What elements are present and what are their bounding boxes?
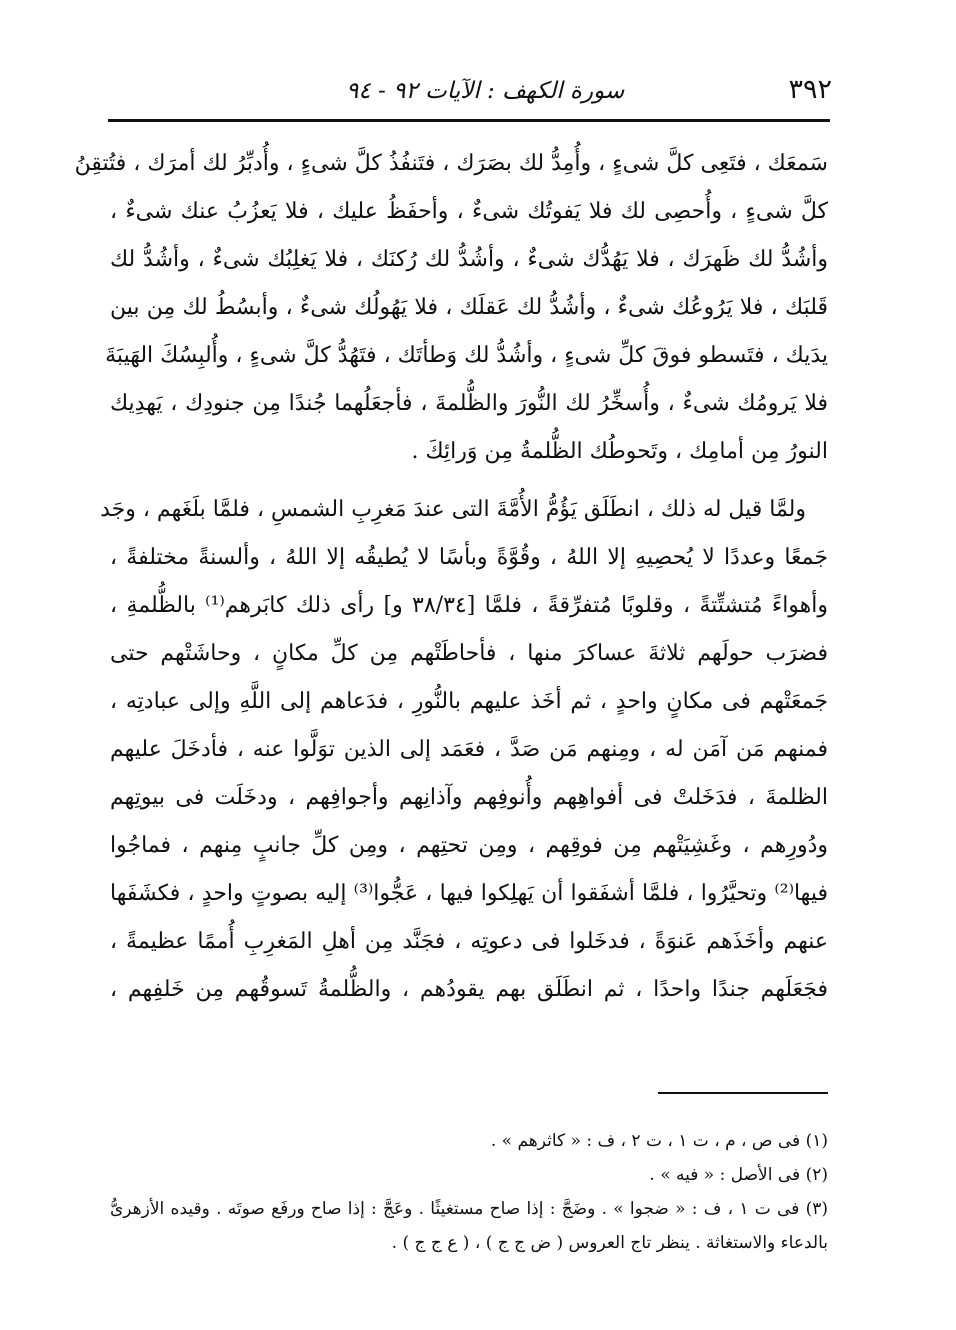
text-line: فيها⁽²⁾ وتحيَّرُوا ، فلمَّا أشفَقوا أن يَهلِكوا فيها ، عَجُّوا⁽³⁾ إليه بصوتٍ واحدٍ ، فكشَفَها — [110, 881, 828, 906]
text-line: ودُورِهم ، وغَشِيَتْهم مِن فوقِهم ، ومِن تحتِهم ، ومِن كلِّ جانبٍ مِنهم ، فماجُوا — [110, 833, 828, 858]
text-line: قَلبَك ، فلا يَرُوعُك شىءٌ ، وأشُدُّ لك عَقلَك ، فلا يَهُولُك شىءٌ ، وأبسُطُ لك مِن بين — [110, 295, 828, 320]
text-line: الظلمةَ ، فدَخَلتْ فى أفواهِهم وأُنوفِهم وآذانِهم وأجوافِهم ، ودخَلَت فى بيوتِهم — [110, 785, 828, 810]
main-text — [74, 140, 829, 1014]
text-line: كلَّ شىءٍ ، وأُحصِى لك فلا يَفوتُك شىءٌ ، وأحفَظُ عليك ، فلا يَعزُبُ عنك شىءٌ ، — [110, 199, 828, 224]
footnote-1: (١) فى ص ، م ، ت ١ ، ت ٢ ، ف : « كاثرهم » . — [490, 1131, 828, 1151]
footnote-3-continued: بالدعاء والاستغاثة . ينظر تاج العروس ( ض ج ج ) ، ( ع ج ج ) . — [391, 1233, 828, 1253]
text-line: جَمعَتْهم فى مكانٍ واحدٍ ، ثم أخَذ عليهم بالنُّورِ ، فدَعاهم إلى اللَّهِ وإلى عبادتِه ، — [110, 689, 828, 714]
footnotes — [110, 1124, 828, 1260]
text-line: يدَيك ، فتَسطو فوقَ كلِّ شىءٍ ، وأشُدُّ لك وَطأتَك ، فتَهُدُّ كلَّ شىءٍ ، وأُلبِسُكَ الهَيبَةَ — [105, 343, 828, 368]
text-line: جَمعًا وعددًا لا يُحصِيهِ إلا اللهُ ، وقُوَّةً وبأسًا لا يُطيقُه إلا اللهُ ، وألسنةً مختلفةً ، — [110, 545, 828, 570]
text-line: سَمعَك ، فتَعِى كلَّ شىءٍ ، وأُمِدُّ لك بصَرَك ، فتَنفُذُ كلَّ شىءٍ ، وأُدبِّرُ لك أمرَك ، فتُتقِنُ — [74, 151, 828, 176]
text-line: وأهواءً مُتشتِّتةً ، وقلوبًا مُتفرِّقةً ، فلمَّا [٣٨/٣٤ و] رأى ذلك كابَرهم⁽¹⁾ بالظُّلمةِ ، — [110, 593, 829, 618]
footnote-separator — [658, 1092, 828, 1094]
page-number: ٣٩٢ — [788, 74, 832, 105]
paragraph — [100, 486, 829, 1014]
paragraph — [74, 140, 828, 476]
text-line: وأشُدُّ لك ظَهرَك ، فلا يَهُدُّك شىءٌ ، وأشُدُّ لك رُكنَك ، فلا يَغلِبُك شىءٌ ، وأشُدُّ لك — [110, 247, 828, 272]
text-line: فلا يَرومُك شىءٌ ، وأُسخِّرُ لك النُّورَ والظُّلمةَ ، فأجعَلُهما جُندًا مِن جنودِك ، يَهدِيك — [110, 391, 828, 416]
running-title: سورة الكهف : الآيات ٩٢ - ٩٤ — [346, 78, 625, 104]
paragraph-gap — [110, 476, 828, 486]
header-rule — [108, 119, 830, 122]
text-line: عنهم وأخَذَهم عَنوَةً ، فدخَلوا فى دعوتِه ، فجَنَّد مِن أهلِ المَغرِبِ أُممًا عظيمةً ، — [110, 929, 828, 954]
text-line: فضرَب حولَهم ثلاثةَ عساكرَ منها ، فأحاطَتْهم مِن كلِّ مكانٍ ، وحاشَتْهم حتى — [110, 641, 828, 666]
text-line: النورُ مِن أمامِك ، وتَحوطُك الظُّلمةُ مِن وَرائِكَ . — [411, 439, 828, 464]
page-header — [110, 72, 832, 112]
text-line: ولمَّا قيل له ذلك ، انطَلَق يَؤُمُّ الأُمَّةَ التى عندَ مَغرِبِ الشمسِ ، فلمَّا بلَغَهم ، وجَد — [100, 497, 806, 522]
footnote-2: (٢) فى الأصل : « فيه » . — [649, 1165, 828, 1185]
text-line: فمنهم مَن آمَن له ، ومِنهم مَن صَدَّ ، فعَمَد إلى الذين توَلَّوا عنه ، فأدخَلَ عليهم — [110, 737, 828, 762]
footnote-3: (٣) فى ت ١ ، ف : « ضجوا » . وضَجَّ : إذا صاح مستغيثًا . وعَجَّ : إذا صاح ورفَع صوتَه . وقيده الأزهرىُّ — [110, 1199, 828, 1219]
text-line: فجَعَلَهم جندًا واحدًا ، ثم انطَلَق بهم يقودُهم ، والظُّلمةُ تَسوقُهم مِن خَلفِهم ، — [110, 977, 828, 1002]
